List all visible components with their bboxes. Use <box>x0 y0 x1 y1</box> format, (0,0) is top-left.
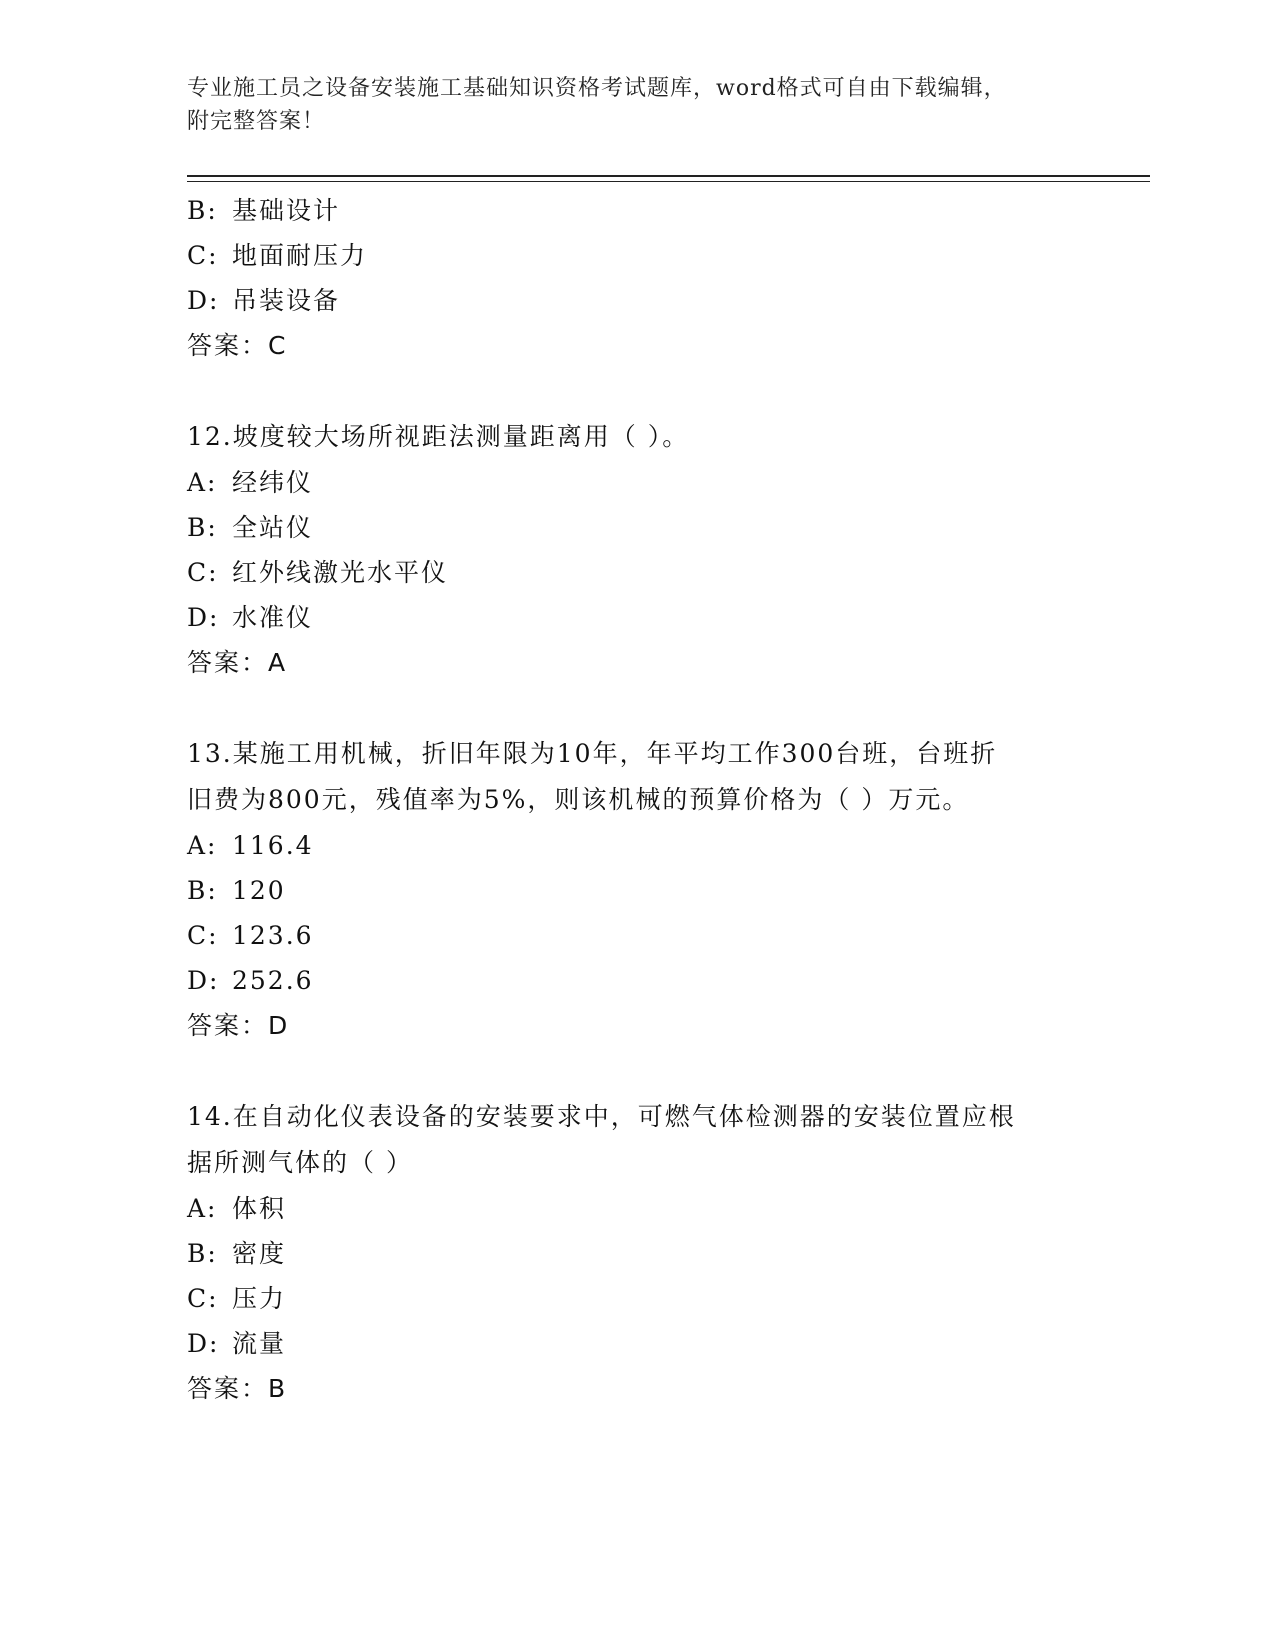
question-stem-line-1: 14.在自动化仪表设备的安装要求中，可燃气体检测器的安装位置应根 <box>187 1102 1016 1131</box>
option-text: 体积 <box>232 1194 287 1223</box>
option-text: 地面耐压力 <box>232 241 368 270</box>
option-label: D: <box>187 966 220 995</box>
header-rule-thin <box>187 181 1150 182</box>
answer-line: 答案：D <box>187 1011 290 1040</box>
option-c <box>187 1276 1107 1321</box>
option-label: A: <box>187 1194 218 1223</box>
option-text: 密度 <box>232 1239 287 1268</box>
option-text: 116.4 <box>232 831 314 860</box>
answer-line: 答案：B <box>187 1374 288 1403</box>
option-d <box>187 1321 1107 1366</box>
question-stem-line-2: 旧费为800元，残值率为5%，则该机械的预算价格为（ ）万元。 <box>187 785 970 814</box>
question-14 <box>187 1094 1107 1411</box>
document-header <box>187 72 1067 138</box>
spacer <box>187 368 1107 414</box>
option-label: B: <box>187 876 218 905</box>
option-text: 252.6 <box>232 966 314 995</box>
option-c <box>187 913 1107 958</box>
option-label: C: <box>187 558 219 587</box>
option-text: 123.6 <box>232 921 314 950</box>
answer-line: 答案：A <box>187 648 288 677</box>
answer-line: 答案：C <box>187 331 288 360</box>
spacer <box>187 685 1107 731</box>
option-label: B: <box>187 1239 218 1268</box>
option-a <box>187 460 1107 505</box>
question-stem-line-1: 13.某施工用机械，折旧年限为10年，年平均工作300台班，台班折 <box>187 739 998 768</box>
option-a <box>187 1186 1107 1231</box>
question-list <box>187 188 1107 1411</box>
option-d <box>187 278 1107 323</box>
option-text: 压力 <box>232 1284 287 1313</box>
option-b <box>187 188 1107 233</box>
option-text: 吊装设备 <box>232 286 341 315</box>
header-line-2: 附完整答案！ <box>187 109 326 134</box>
option-label: A: <box>187 831 218 860</box>
option-label: C: <box>187 241 219 270</box>
option-text: 全站仪 <box>232 513 314 542</box>
option-d <box>187 958 1107 1003</box>
option-b <box>187 868 1107 913</box>
option-c <box>187 550 1107 595</box>
option-text: 红外线激光水平仪 <box>232 558 449 587</box>
question-13 <box>187 731 1107 1048</box>
option-label: D: <box>187 603 220 632</box>
header-line-1: 专业施工员之设备安装施工基础知识资格考试题库，word格式可自由下载编辑， <box>187 76 1007 101</box>
option-label: B: <box>187 513 218 542</box>
spacer <box>187 1048 1107 1094</box>
option-b <box>187 505 1107 550</box>
option-label: D: <box>187 1329 220 1358</box>
header-rule-thick <box>187 175 1150 177</box>
question-11-continued <box>187 188 1107 368</box>
question-stem: 12.坡度较大场所视距法测量距离用（ ）。 <box>187 422 690 451</box>
option-a <box>187 823 1107 868</box>
option-c <box>187 233 1107 278</box>
option-label: C: <box>187 1284 219 1313</box>
option-label: A: <box>187 468 218 497</box>
option-text: 基础设计 <box>232 196 341 225</box>
option-text: 经纬仪 <box>232 468 314 497</box>
option-d <box>187 595 1107 640</box>
option-label: D: <box>187 286 220 315</box>
option-text: 流量 <box>232 1329 287 1358</box>
question-12 <box>187 414 1107 685</box>
option-b <box>187 1231 1107 1276</box>
option-text: 120 <box>232 876 286 905</box>
option-label: B: <box>187 196 218 225</box>
question-stem-line-2: 据所测气体的（ ） <box>187 1148 413 1177</box>
option-label: C: <box>187 921 219 950</box>
option-text: 水准仪 <box>232 603 314 632</box>
